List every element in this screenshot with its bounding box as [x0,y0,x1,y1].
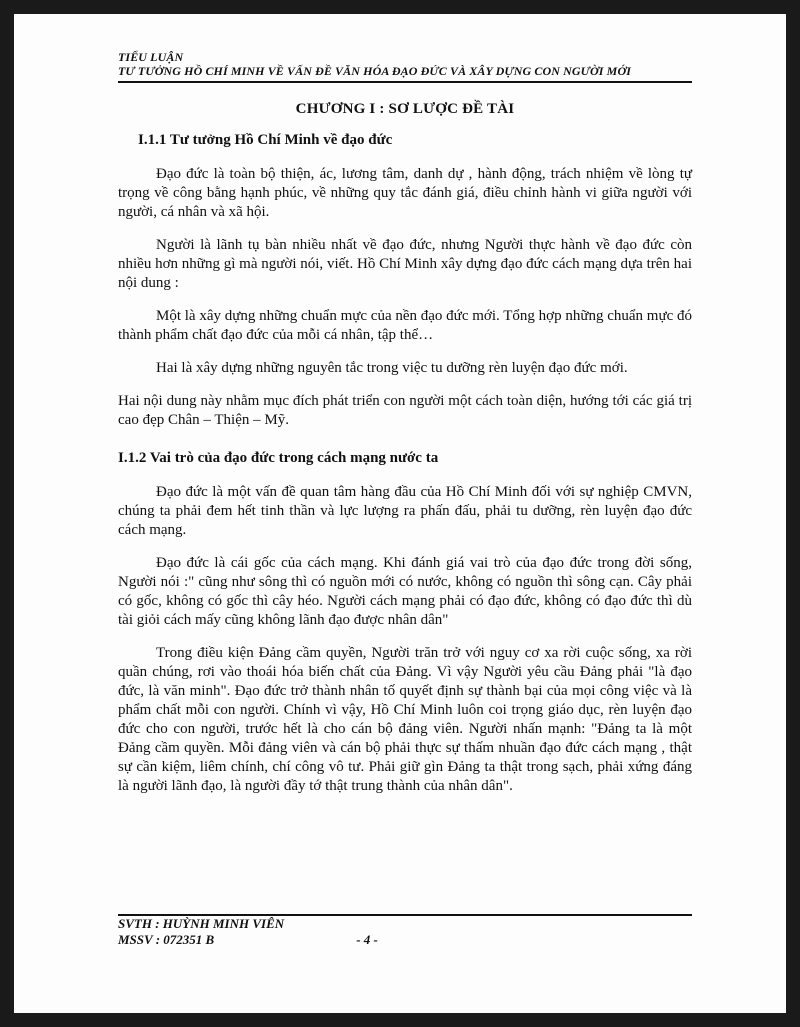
paragraph: Đạo đức là toàn bộ thiện, ác, lương tâm, danh dự , hành động, trách nhiệm về lòng tự trọng về công bằng hạnh phúc, về những quy tắc đánh giá, điều chỉnh hành vi giữa người với người, cá nhân và xã hội. [118,166,692,220]
page-number: - 4 - [356,932,378,947]
paragraph: Trong điều kiện Đảng cầm quyền, Người trăn trở với nguy cơ xa rời cuộc sống, xa rời quần chúng, rơi vào thoái hóa biến chất của Đảng. Vì vậy Người yêu cầu Đảng phải "là đạo đức, là văn minh". Đạo đức trở thành nhân tố quyết định sự thành bại của mọi công việc và là phẩm chất mỗi con người. Chính vì vậy, Hồ Chí Minh luôn coi trọng giáo dục, rèn luyện đạo đức cho con người, trước hết là cho cán bộ đảng viên. Người nhấn mạnh: "Đảng ta là một Đảng cầm quyền. Mỗi đảng viên và cán bộ phải thực sự thấm nhuần đạo đức cách mạng , thật sự cần kiệm, liêm chính, chí công vô tư. Phải giữ gìn Đảng ta thật trong sạch, phải xứng đáng là người lãnh đạo, là người đầy tớ thật trung thành của nhân dân". [118,645,692,794]
page-content [118,50,692,796]
paragraph: Đạo đức là một vấn đề quan tâm hàng đầu của Hồ Chí Minh đối với sự nghiệp CMVN, chúng ta phải đem hết tinh thần và lực lượng ra phấn đấu, phải tu dưỡng, rèn luyện đạo đức cách mạng. [118,484,692,538]
section-heading-1-1-1: I.1.1 Tư tưởng Hồ Chí Minh về đạo đức [138,132,393,148]
paragraph: Người là lãnh tụ bàn nhiều nhất về đạo đức, nhưng Người thực hành về đạo đức còn nhiều hơn những gì mà người nói, viết. Hồ Chí Minh xây dựng đạo đức cách mạng dựa trên hai nội dung : [118,237,692,291]
document-page [14,14,786,1013]
paragraph: Hai nội dung này nhằm mục đích phát triển con người một cách toàn diện, hướng tới các giá trị cao đẹp Chân – Thiện – Mỹ. [118,393,692,428]
header-divider [118,81,692,83]
paragraph: Đạo đức là cái gốc của cách mạng. Khi đánh giá vai trò của đạo đức trong đời sống, Người nói :" cũng như sông thì có nguồn mới có nước, không có nguồn thì sông cạn. Cây phải có gốc, không có gốc thì cây héo. Người cách mạng phải có đạo đức, không có đạo đức thì dù tài giỏi cách mấy cũng không lãnh đạo được nhân dân" [118,555,692,628]
chapter-title: CHƯƠNG I : SƠ LƯỢC ĐỀ TÀI [295,101,515,117]
paragraph: Một là xây dựng những chuẩn mực của nền đạo đức mới. Tổng hợp những chuẩn mực đó thành phẩm chất đạo đức của mỗi cá nhân, tập thể… [118,308,692,343]
paragraph: Hai là xây dựng những nguyên tắc trong việc tu dưỡng rèn luyện đạo đức mới. [156,360,628,376]
page-footer [118,914,692,948]
footer-student: SVTH : HUỲNH MINH VIÊN [118,916,285,931]
footer-student-id: MSSV : 072351 B [118,932,215,947]
section-heading-1-1-2: I.1.2 Vai trò của đạo đức trong cách mạng nước ta [118,450,439,466]
header-title: TƯ TƯỞNG HỒ CHÍ MINH VỀ VẤN ĐỀ VĂN HÓA ĐẠO ĐỨC VÀ XÂY DỰNG CON NGƯỜI MỚI [118,64,631,78]
header-label: TIỂU LUẬN [118,50,184,64]
